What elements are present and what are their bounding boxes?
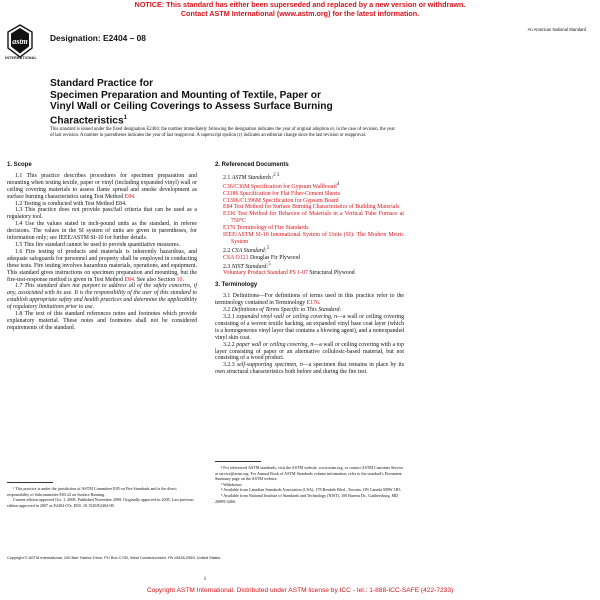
scope-1-1: 1.1 This practice describes procedures for specimen preparation and mounting when testing textile, paper or vinyl (including expanded vinyl) wall or ceiling covering materials to assess flame spread and smoke development as surface burning characteristics using Test Method E84. [7, 172, 197, 200]
scope-1-3: 1.3 This practice does not provide pass/fail criteria that can be used as a regulatory tool. [7, 207, 197, 221]
copyright-line: Copyright © ASTM International, 100 Barr Harbor Drive, PO Box C700, West Conshohocken, PA 19428-2959, United States. [7, 555, 222, 560]
link-e84[interactable]: E84 [124, 276, 134, 283]
title-footnote-mark: 1 [123, 114, 127, 121]
reference-list [215, 182, 404, 246]
astm-standards-label: 2.1 ASTM Standards:$^{2 3}$ [223, 172, 280, 181]
reference-item [223, 232, 404, 246]
reference-title-link[interactable]: Specification for Gypsum Board [262, 197, 339, 204]
title-line-3: Vinyl Wall or Ceiling Coverings to Assess Surface Burning [50, 101, 333, 113]
footnote-4: ⁴ Available from Canadian Standards Association (CSA), 178 Rexdale Blvd., Toronto, ON Canada M9W 1R3. [221, 487, 402, 493]
page-number: 1 [203, 576, 207, 582]
title-line-2: Specimen Preparation and Mounting of Textile, Paper or [50, 89, 321, 101]
reference-title-link[interactable]: Terminology of Fire Standards [236, 225, 309, 232]
right-column [215, 162, 404, 376]
terminology-3-1: 3.1 Definitions—For definitions of terms used in this practice refer to the terminology contained in Terminology E176. [215, 293, 404, 307]
terminology-3-2: 3.2 Definitions of Terms Specific to This Standard: [223, 307, 342, 314]
reference-title-link[interactable]: Test Method for Behavior of Materials in a Vertical Tube Furnace at 750°C [231, 211, 404, 225]
reference-code-link[interactable]: E176 [223, 225, 236, 232]
superseded-notice [0, 1, 600, 18]
designation: Designation: E2404 – 08 [50, 33, 146, 43]
scope-1-4: 1.4 Use the values stated in inch-pound units as the standard, in referee decisions. The values in the SI system of units are given in parentheses, for information only; see IEEE/ASTM SI-10 for further details. [7, 221, 197, 242]
reference-title-link[interactable]: Specification for Gypsum Wallboard [250, 183, 337, 190]
footnotes-right [215, 461, 404, 504]
reference-code-link[interactable]: C1186 [223, 190, 239, 197]
terminology-3-2-2: 3.2.2 paper wall or ceiling covering, n—a wall or ceiling covering with a top layer consisting of paper or an alternative cellulosic-based material, but not consisting of a wood product. [215, 341, 405, 362]
reference-item [223, 211, 404, 225]
astm-logo-icon [6, 24, 34, 58]
nist-standard-label: 2.3 NIST Standard:$^5$ [223, 261, 271, 270]
scope-1-6: 1.6 Fire testing of products and materials is inherently hazardous, and adequate safeguards for personnel and property shall be employed in conducting these tests. Fire testing involves hazardous materials, operations, and equipment. This standard gives instructions on specimen preparation and mounting, but the fire-test-response method is given in Test Method E84. See also Section 10. [7, 248, 197, 283]
scope-1-5: 1.5 This fire standard cannot be used to provide quantitative measures. [15, 241, 181, 248]
footnote-2: ² For referenced ASTM standards, visit the ASTM website, www.astm.org, or contact ASTM Customer Service at service@astm.org. For Annual Book of ASTM Standards volume information, refer to the standard's Document Summary page on the ASTM website. [215, 465, 404, 482]
link-ps-1-07[interactable]: Voluntary Product Standard PS 1-07 [223, 270, 308, 277]
notice-line-2: Contact ASTM International (www.astm.org) for the latest information. [180, 8, 420, 18]
footnote-1: ¹ This practice is under the jurisdiction of ASTM Committee E05 on Fire Standards and is the direct responsibility of Subcommittee E05.22 on Surface Burning. [7, 486, 177, 497]
license-line: Copyright ASTM International. Distributed under ASTM license by ICC - tel.: 1-888-ICC-SAFE (422-7233) [146, 587, 454, 594]
terminology-3-2-3: 3.2.3 self-supporting specimen, n—a specimen that remains in place by its own structural characteristics both before and during the fire test. [215, 362, 405, 376]
nist-reference: Voluntary Product Standard PS 1-07 Structural Plywood [223, 270, 355, 277]
issue-note: This standard is issued under the fixed designation E2404; the number immediately following the designation indicates the year of original adoption or, in the case of revision, the year of last revision. A number in parentheses indicates the year of last reapproval. A superscript epsilon (ε) indicates an editorial change since the last revision or reapproval. [50, 127, 395, 139]
csa-reference: CSA O121 Douglas Fir Plywood [223, 254, 300, 261]
reference-item [223, 191, 404, 198]
reference-item [223, 225, 404, 232]
referenced-documents-heading: 2. Referenced Documents [215, 162, 289, 168]
terminology-3-2-1: 3.2.1 expanded vinyl wall or ceiling covering, n—a wall or ceiling covering consisting of a woven textile backing, an expanded vinyl base coat layer (which is a homogeneous vinyl layer that contains a blowing agent), and a nonexpanded vinyl skin coat. [215, 313, 404, 341]
scope-1-2: 1.2 Testing is conducted with Test Method E84. [15, 200, 127, 207]
scope-1-7: 1.7 This standard does not purport to address all of the safety concerns, if any, associated with its use. It is the responsibility of the user of this standard to establish appropriate safety and health practices and determine the applicability of regulatory limitations prior to use. [7, 283, 197, 311]
reference-code-link[interactable]: E84 [223, 204, 233, 211]
reference-title-link[interactable]: Specification for Flat Fiber-Cement Sheets [239, 190, 341, 197]
reference-code-link[interactable]: IEEE/ASTM SI-10 [223, 232, 269, 239]
footnotes-left [7, 482, 197, 508]
reference-code-link[interactable]: E136 [223, 211, 236, 218]
american-national-standard-label: An American National Standard [527, 27, 586, 32]
link-e176[interactable]: E176 [306, 300, 320, 307]
footnote-3: ³ Withdrawn. [221, 481, 243, 487]
scope-1-8: 1.8 The text of this standard references notes and footnotes which provide explanatory material. These notes and footnotes shall not be considered requirements of the standard. [7, 311, 197, 331]
title-line-1: Standard Practice for [50, 78, 154, 89]
logo-caption: INTERNATIONAL [5, 56, 37, 60]
reference-code-link[interactable]: C1396/C1396M [223, 197, 261, 204]
link-csa-o121[interactable]: CSA O121 [223, 254, 249, 261]
reference-footnote-mark: 4 [336, 181, 340, 187]
svg-text:astm: astm [12, 37, 28, 46]
reference-title-link[interactable]: International System of Units (SI): The Modern Metric System [231, 232, 404, 245]
notice-line-1: NOTICE: This standard has either been superseded and replaced by a new version or withdrawn. [134, 0, 466, 9]
terminology-heading: 3. Terminology [215, 282, 258, 289]
link-e84[interactable]: E84 [124, 193, 135, 200]
footnote-1-edition: Current edition approved Oct. 1, 2008. Published November 2008. Originally approved in 2005. Last previous edition approved in 2007 as E2404-07a. DOI: 10.1520/E2404-08. [7, 497, 194, 508]
link-section-10[interactable]: 10 [176, 276, 183, 283]
scope-heading: 1. Scope [7, 162, 32, 168]
footnote-5: ⁵ Available from National Institute of Standards and Technology (NIST), 100 Bureau Dr., Gaithersburg, MD 20899-3460. [215, 492, 399, 504]
document-title [50, 78, 380, 127]
reference-item [223, 182, 404, 191]
left-column [7, 162, 197, 332]
title-line-4: Characteristics [50, 115, 124, 127]
reference-title-link[interactable]: Test Method for Surface Burning Characteristics of Building Materials [233, 204, 400, 211]
csa-standard-label: 2.2 CSA Standard:$^5$ [223, 245, 270, 254]
reference-code-link[interactable]: C36/C36M [223, 183, 250, 190]
